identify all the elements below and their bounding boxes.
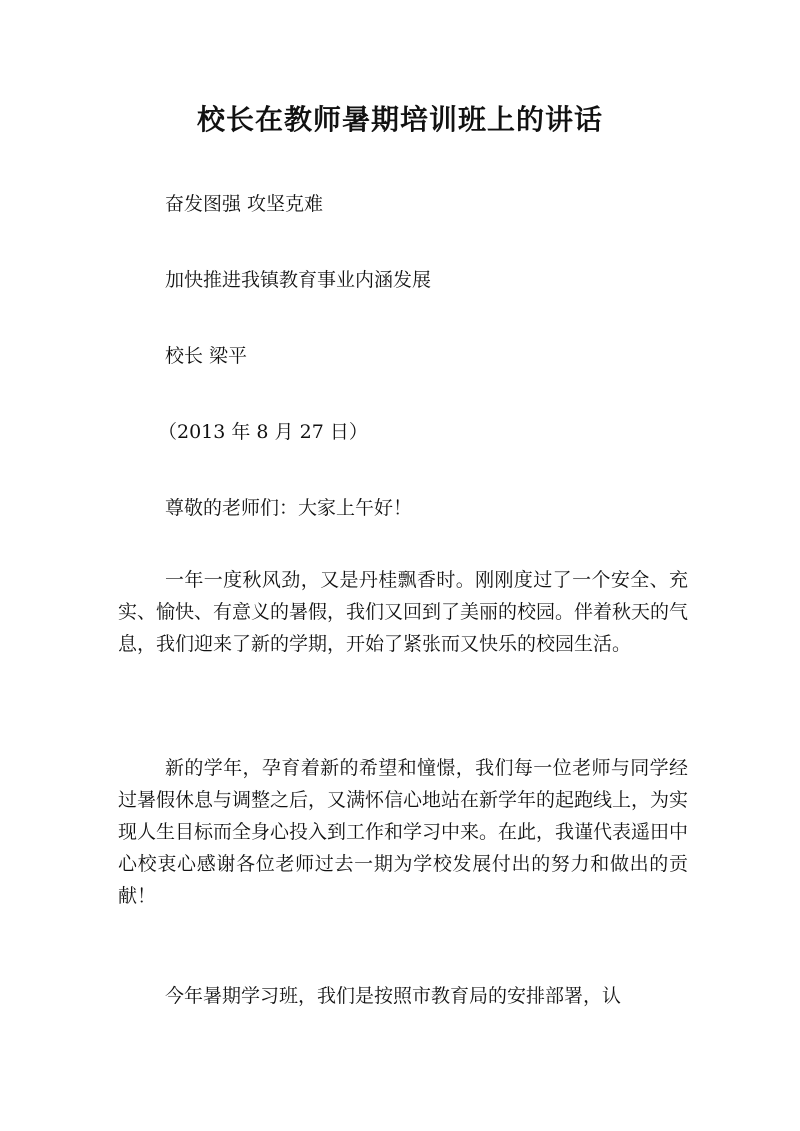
subtitle-line-1: 奋发图强 攻坚克难 xyxy=(165,193,324,215)
date-line: （2013 年 8 月 27 日） xyxy=(158,421,368,443)
document-title: 校长在教师暑期培训班上的讲话 xyxy=(196,103,603,136)
subtitle-line-2: 加快推进我镇教育事业内涵发展 xyxy=(165,269,432,291)
speaker-line: 校长 梁平 xyxy=(165,345,248,367)
greeting-line: 尊敬的老师们：大家上午好！ xyxy=(165,497,413,519)
paragraph-3: 今年暑期学习班，我们是按照市教育局的安排部署，认 xyxy=(165,985,622,1007)
paragraph-2: 新的学年，孕育着新的希望和憧憬，我们每一位老师与同学经过暑假休息与调整之后，又满怀信心地站在新学年的起跑线上，为实现人生目标而全身心投入到工作和学习中来。在此，我谨代表遥田中心校衷心感谢各位老师过去一期为学校发展付出的努力和做出的贡献！ xyxy=(118,757,689,907)
paragraph-1: 一年一度秋风劲，又是丹桂飘香时。刚刚度过了一个安全、充实、愉快、有意义的暑假，我们又回到了美丽的校园。伴着秋天的气息，我们迎来了新的学期，开始了紧张而又快乐的校园生活。 xyxy=(118,569,689,655)
